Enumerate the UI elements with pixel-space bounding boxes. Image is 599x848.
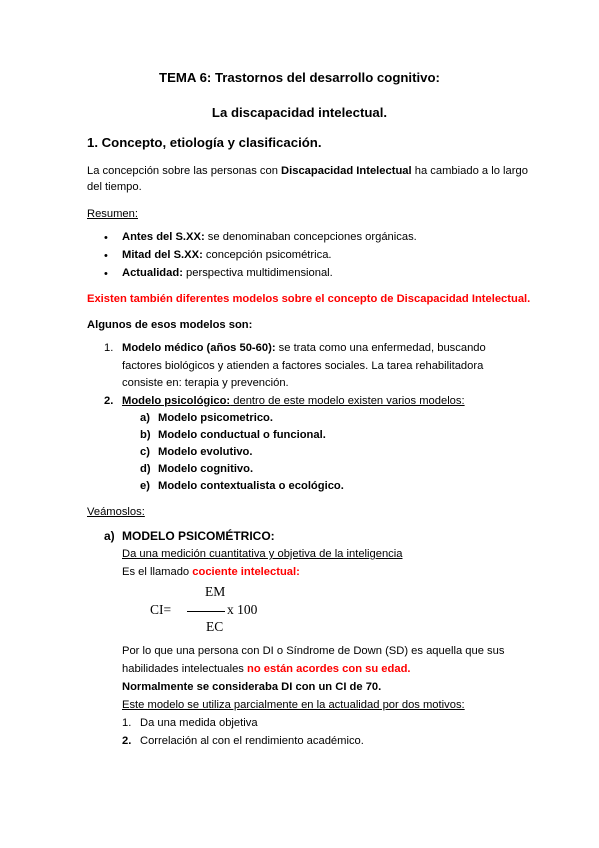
- summary-item-bold: Actualidad:: [122, 267, 183, 279]
- model-medico-text: se trata como una enfermedad, buscando: [275, 342, 486, 354]
- cociente-line: [122, 563, 300, 581]
- summary-item: [122, 246, 332, 264]
- summary-item-text: concepción psicométrica.: [202, 249, 332, 261]
- list-number: 2.: [104, 395, 114, 407]
- submodel-item: Modelo conductual o funcional.: [158, 429, 326, 441]
- models-intro: Algunos de esos modelos son:: [87, 319, 253, 331]
- summary-item-bold: Mitad del S.XX:: [122, 249, 203, 261]
- section-letter: a): [104, 529, 115, 543]
- model-psicologico-text: dentro de este modelo existen varios modelos:: [230, 395, 465, 407]
- model-medico-line-3: consiste en: terapia y prevención.: [122, 377, 289, 389]
- psicometrico-paragraph-line-2: [122, 660, 411, 678]
- psicometrico-paragraph-red: no están acordes con su edad.: [247, 663, 411, 675]
- veamoslos-label: Veámoslos:: [87, 506, 145, 518]
- sublist-letter: b): [140, 429, 151, 441]
- summary-label: Resumen:: [87, 208, 138, 220]
- psicometrico-paragraph-line-1: Por lo que una persona con DI o Síndrome de Down (SD) es aquella que sus: [122, 645, 505, 657]
- reasons-intro: Este modelo se utiliza parcialmente en la actualidad por dos motivos:: [122, 699, 465, 711]
- intro-text-post: ha cambiado a lo largo: [411, 165, 528, 177]
- sublist-letter: e): [140, 480, 150, 492]
- formula-denominator: EC: [206, 619, 224, 634]
- intro-paragraph-line-2: del tiempo.: [87, 181, 142, 193]
- sublist-letter: c): [140, 446, 150, 458]
- section-heading: 1. Concepto, etiología y clasificación.: [87, 135, 322, 150]
- model-medico-line-2: factores biológicos y atienden a factores sociales. La tarea rehabilitadora: [122, 360, 484, 372]
- submodel-item: Modelo cognitivo.: [158, 463, 254, 475]
- intro-paragraph-line-1: [87, 162, 528, 180]
- reason-item: Correlación al con el rendimiento académico.: [140, 735, 364, 747]
- reason-number: 2.: [122, 735, 132, 747]
- submodel-item: Modelo evolutivo.: [158, 446, 253, 458]
- model-psicologico-title: Modelo psicológico:: [122, 395, 231, 407]
- formula-numerator: EM: [205, 584, 226, 599]
- summary-item-bold: Antes del S.XX:: [122, 231, 205, 243]
- formula-factor: x 100: [227, 602, 258, 617]
- bullet-icon: •: [104, 250, 108, 262]
- document-title-line-2: La discapacidad intelectual.: [211, 105, 388, 120]
- reason-item: Da una medida objetiva: [140, 717, 258, 729]
- red-note: Existen también diferentes modelos sobre el concepto de Discapacidad Intelectual.: [87, 293, 531, 305]
- bullet-icon: •: [104, 232, 108, 244]
- document-title-line-1: TEMA 6: Trastornos del desarrollo cognitivo:: [159, 70, 440, 85]
- summary-item-text: perspectiva multidimensional.: [182, 267, 333, 279]
- model-medico-line-1: [122, 339, 486, 357]
- cociente-label: cociente intelectual:: [192, 566, 300, 578]
- intro-text-pre: La concepción sobre las personas con: [87, 165, 282, 177]
- bullet-icon: •: [104, 268, 108, 280]
- psicometrico-definition: Da una medición cuantitativa y objetiva de la inteligencia: [122, 548, 403, 560]
- list-number: 1.: [104, 342, 114, 354]
- intro-text-bold: Discapacidad Intelectual: [281, 165, 412, 177]
- sublist-letter: d): [140, 463, 151, 475]
- summary-item-text: se denominaban concepciones orgánicas.: [204, 231, 417, 243]
- ci-70-note: Normalmente se consideraba DI con un CI de 70.: [122, 681, 382, 693]
- submodel-item: Modelo contextualista o ecológico.: [158, 480, 344, 492]
- psicometrico-paragraph-pre: habilidades intelectuales: [122, 663, 248, 675]
- fraction-bar: [187, 611, 225, 612]
- model-medico-title: Modelo médico (años 50-60):: [122, 342, 276, 354]
- formula-lhs: CI=: [150, 602, 172, 617]
- submodel-item: Modelo psicometrico.: [158, 412, 273, 424]
- summary-item: [122, 264, 333, 282]
- psicometrico-heading: MODELO PSICOMÉTRICO:: [122, 529, 275, 543]
- cociente-prefix: Es el llamado: [122, 566, 193, 578]
- model-psicologico-line: [122, 392, 465, 410]
- summary-item: [122, 228, 417, 246]
- reason-number: 1.: [122, 717, 132, 729]
- sublist-letter: a): [140, 412, 150, 424]
